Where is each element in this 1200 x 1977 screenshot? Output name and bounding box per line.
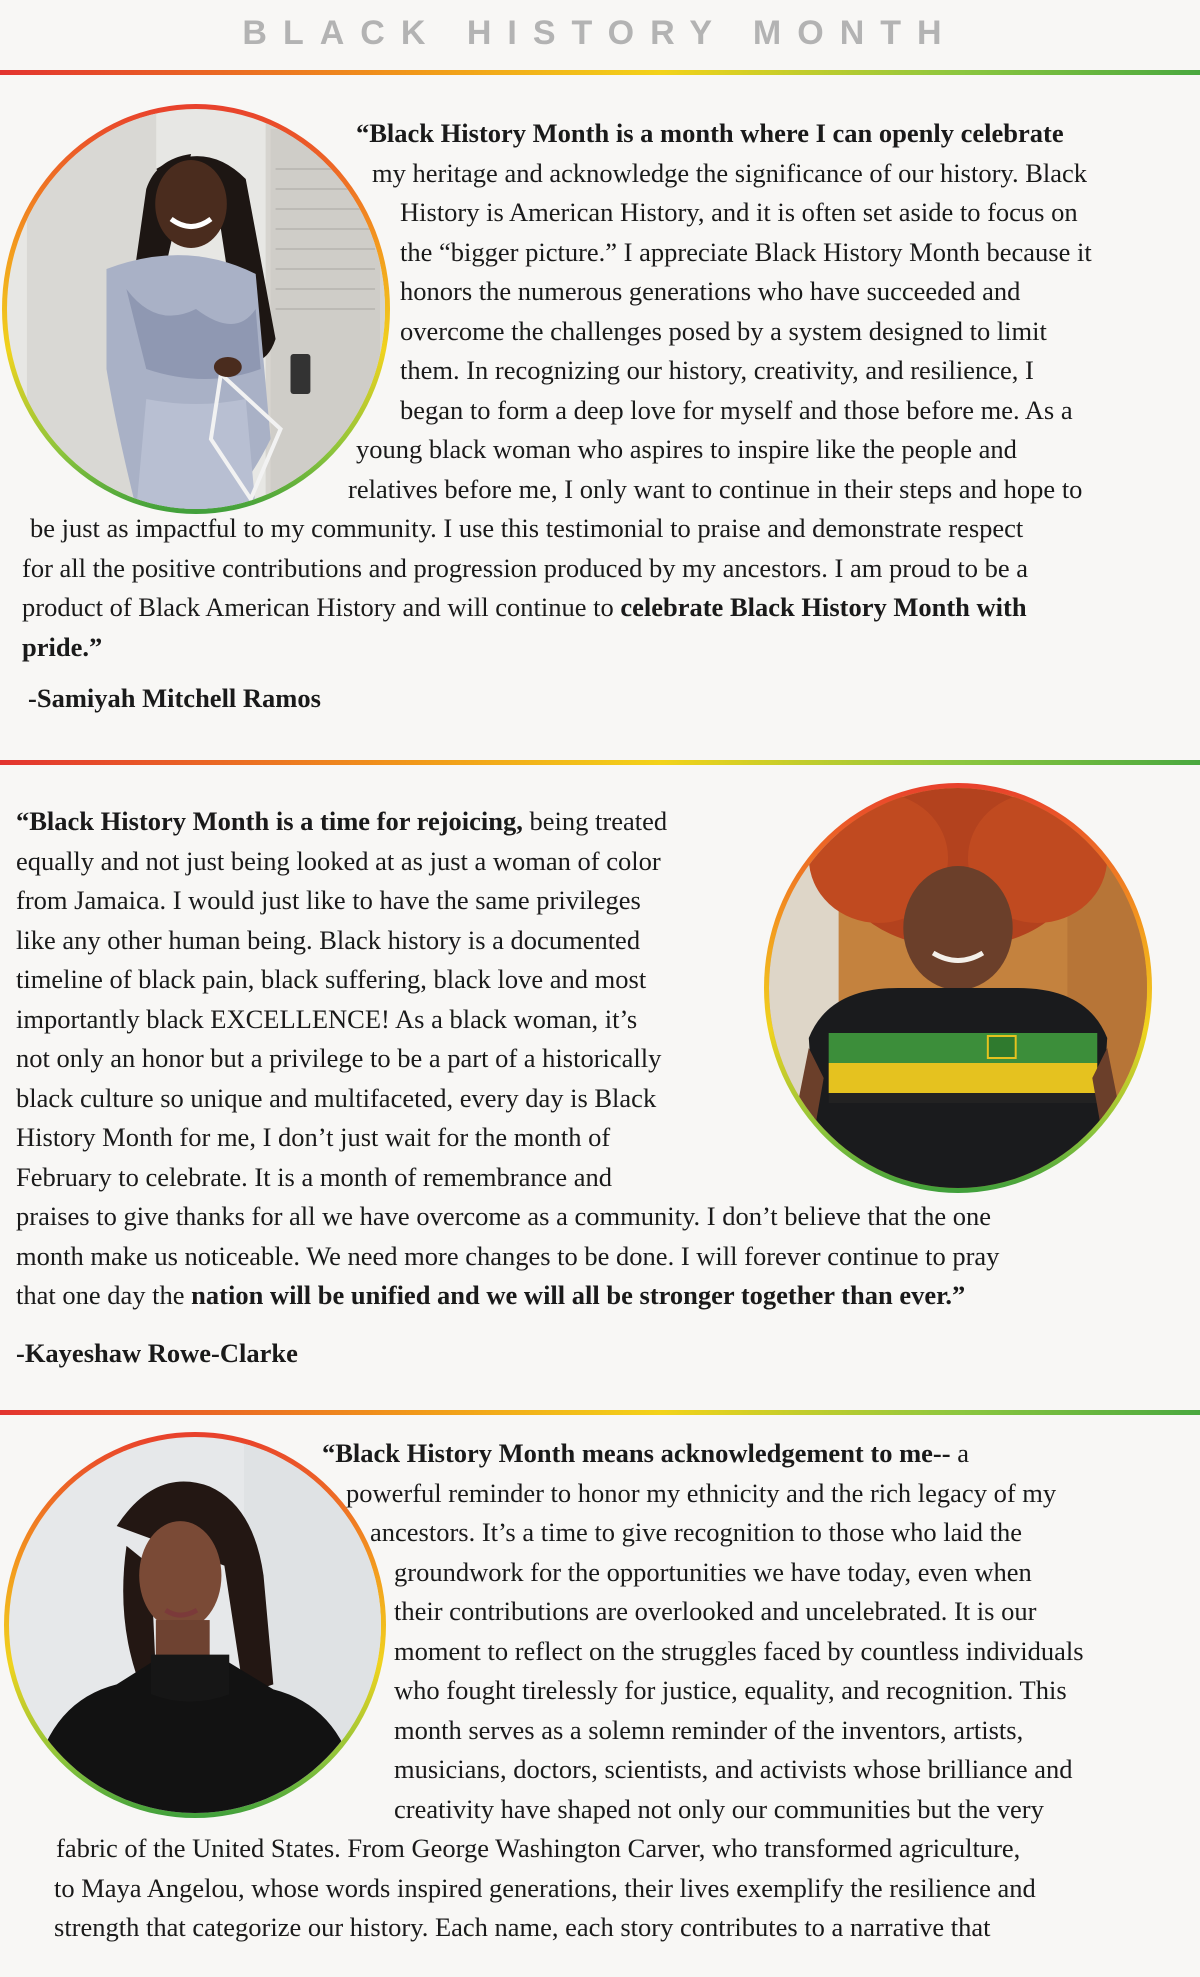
quote-line: my heritage and acknowledge the significance of our history. Black: [372, 157, 1088, 188]
quote-line: ancestors. It’s a time to give recognition to those who laid the: [370, 1517, 1023, 1547]
signature-1: -Samiyah Mitchell Ramos: [28, 683, 321, 713]
portrait-2-image: [769, 788, 1147, 1188]
quote-line: like any other human being. Black history is a documented: [16, 924, 641, 955]
quote-line: not only an honor but a privilege to be a part of a historically: [16, 1043, 662, 1073]
quote-line: praises to give thanks for all we have overcome as a community. I don’t believe that the one: [16, 1201, 992, 1231]
quote-line: relatives before me, I only want to continue in their steps and hope to: [348, 473, 1083, 504]
quote-line: fabric of the United States. From George Washington Carver, who transformed agriculture,: [56, 1833, 1021, 1863]
testimonial-quote-3: [0, 1434, 1200, 1948]
quote-line: to Maya Angelou, whose words inspired generations, their lives exemplify the resilience and: [54, 1872, 1036, 1903]
quote-line: for all the positive contributions and progression produced by my ancestors. I am proud to be a: [22, 552, 1029, 583]
quote-line: overcome the challenges posed by a system designed to limit: [400, 315, 1047, 346]
quote-line: moment to reflect on the struggles faced by countless individuals: [394, 1635, 1084, 1666]
quote-line: powerful reminder to honor my ethnicity and the rich legacy of my: [346, 1477, 1057, 1508]
quote-line: product of Black American History and will continue to celebrate Black History Month with: [22, 592, 1027, 622]
quote-line: timeline of black pain, black suffering, black love and most: [16, 964, 647, 994]
divider-top: [0, 70, 1200, 75]
quote-line: creativity have shaped not only our communities but the very: [394, 1793, 1044, 1824]
quote-line: groundwork for the opportunities we have today, even when: [394, 1556, 1032, 1587]
divider-2: [0, 1410, 1200, 1415]
quote-line: month serves as a solemn reminder of the inventors, artists,: [394, 1714, 1024, 1745]
quote-line: equally and not just being looked at as just a woman of color: [16, 845, 661, 876]
quote-line: the “bigger picture.” I appreciate Black History Month because it: [400, 236, 1092, 267]
quote-line: them. In recognizing our history, creativity, and resilience, I: [400, 355, 1034, 385]
testimonial-quote-1: [0, 114, 1200, 667]
quote-line: from Jamaica. I would just like to have the same privileges: [16, 885, 641, 915]
signature-2: -Kayeshaw Rowe-Clarke: [16, 1338, 298, 1368]
quote-line: “Black History Month is a time for rejoicing, being treated: [16, 806, 668, 836]
page-title: BLACK HISTORY MONTH: [242, 14, 958, 52]
divider-1: [0, 760, 1200, 765]
quote-line: strength that categorize our history. Each name, each story contributes to a narrative that: [54, 1912, 991, 1942]
quote-line: musicians, doctors, scientists, and activists whose brilliance and: [394, 1754, 1073, 1784]
quote-line: History is American History, and it is often set aside to focus on: [400, 197, 1078, 227]
quote-line: black culture so unique and multifaceted, every day is Black: [16, 1082, 657, 1113]
quote-line: their contributions are overlooked and uncelebrated. It is our: [394, 1596, 1037, 1626]
quote-line: be just as impactful to my community. I use this testimonial to praise and demonstrate respect: [30, 513, 1024, 543]
quote-line: honors the numerous generations who have succeeded and: [400, 276, 1021, 306]
portrait-photo-2: [764, 783, 1152, 1193]
quote-line: “Black History Month is a month where I can openly celebrate: [356, 118, 1064, 148]
quote-line: “Black History Month means acknowledgement to me-- a: [322, 1438, 969, 1468]
quote-line: pride.”: [22, 631, 103, 662]
quote-line: that one day the nation will be unified and we will all be stronger together than ever.”: [16, 1280, 966, 1310]
quote-line: importantly black EXCELLENCE! As a black woman, it’s: [16, 1003, 638, 1034]
quote-line: began to form a deep love for myself and those before me. As a: [400, 394, 1073, 425]
quote-line: who fought tirelessly for justice, equality, and recognition. This: [394, 1675, 1067, 1705]
quote-line: young black woman who aspires to inspire like the people and: [356, 434, 1017, 464]
quote-line: History Month for me, I don’t just wait for the month of: [16, 1122, 611, 1152]
quote-line: month make us noticeable. We need more changes to be done. I will forever continue to pray: [16, 1240, 1000, 1271]
quote-line: February to celebrate. It is a month of remembrance and: [16, 1161, 613, 1192]
